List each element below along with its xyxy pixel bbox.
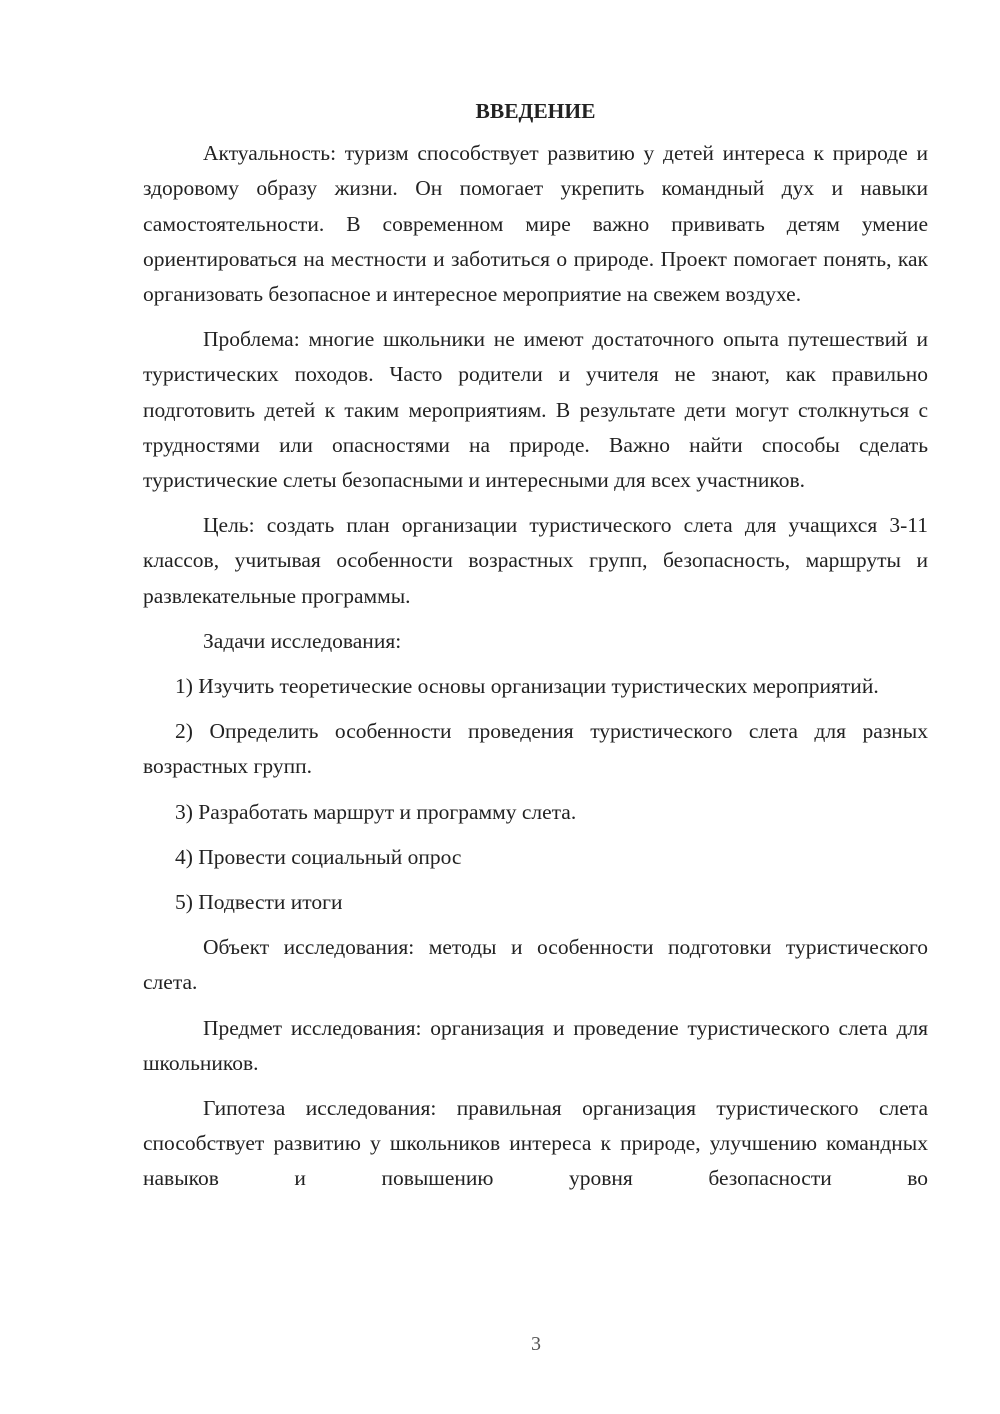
object-paragraph: Объект исследования: методы и особенности подготовки туристического слета. (143, 935, 928, 995)
page-number: 3 (531, 1333, 541, 1355)
hypothesis-paragraph: Гипотеза исследования: правильная организация туристического слета способствует развитию у школьников интереса к природе, улучшению командных навыков и повышению уровня безопасности во (143, 1096, 928, 1191)
subject-paragraph: Предмет исследования: организация и проведение туристического слета для школьников. (143, 1015, 928, 1075)
page-content (143, 94, 928, 1207)
section-heading: ВВЕДЕНИЕ (475, 99, 596, 123)
problem-paragraph: Проблема: многие школьники не имеют достаточного опыта путешествий и туристических походов. Часто родители и учителя не знают, как правильно подготовить детей к таким мероприятиям. В результате дети могут столкнуться с трудностями или опасностями на природе. Важно найти способы сделать туристические слеты безопасными и интересными для всех участников. (143, 327, 928, 493)
task-item: 3) Разработать маршрут и программу слета. (175, 799, 577, 824)
task-item: 5) Подвести итоги (175, 890, 343, 915)
relevance-paragraph: Актуальность: туризм способствует развитию у детей интереса к природе и здоровому образу жизни. Он помогает укрепить командный дух и навыки самостоятельности. В современном мире важно прививать детям умение ориентироваться на местности и заботиться о природе. Проект помогает понять, как организовать безопасное и интересное мероприятие на свежем воздухе. (143, 141, 928, 307)
task-item: 1) Изучить теоретические основы организации туристических мероприятий. (175, 674, 879, 699)
task-item: 2) Определить особенности проведения туристического слета для разных возрастных групп. (143, 719, 928, 779)
task-item: 4) Провести социальный опрос (175, 844, 462, 869)
goal-paragraph: Цель: создать план организации туристического слета для учащихся 3-11 классов, учитывая особенности возрастных групп, безопасность, маршруты и развлекательные программы. (143, 513, 928, 608)
tasks-intro: Задачи исследования: (203, 628, 402, 653)
